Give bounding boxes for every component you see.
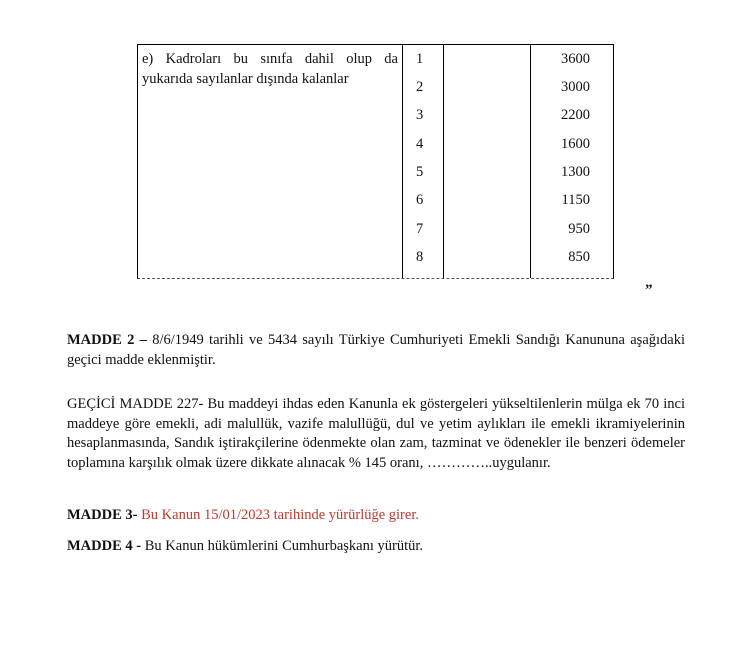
value-cell: 1300 [561, 164, 590, 180]
madde-4-label: MADDE 4 - [67, 538, 142, 554]
value-cell: 3000 [561, 79, 590, 95]
degree-cell: 7 [416, 221, 424, 237]
degree-column [402, 45, 444, 278]
value-cell: 850 [568, 249, 590, 265]
degree-cell: 3 [416, 107, 424, 123]
degree-cell: 4 [416, 136, 424, 152]
madde-2-paragraph [67, 331, 685, 370]
degree-cell: 8 [416, 249, 424, 265]
degree-cell: 1 [416, 51, 424, 67]
empty-column [443, 45, 531, 278]
degree-cell: 2 [416, 79, 424, 95]
madde-2-label: MADDE 2 – [67, 332, 147, 348]
degree-cell: 5 [416, 164, 424, 180]
value-cell: 950 [568, 221, 590, 237]
madde-4-text: Bu Kanun hükümlerini Cumhurbaşkanı yürütür. [141, 538, 424, 554]
madde-2-text: 8/6/1949 tarihli ve 5434 sayılı Türkiye Cumhuriyeti Emekli Sandığı Kanununa aşağıdaki geçici madde eklenmiştir. [67, 332, 685, 368]
value-cell: 1600 [561, 136, 590, 152]
gecici-madde-paragraph: GEÇİCİ MADDE 227- Bu maddeyi ihdas eden Kanunla ek göstergeleri yükseltilenlerin mülga ek 70 inci maddeye göre emekli, adi malullük, vazife malullüğü, dul ve yetim aylıkları ile emekli ikramiyelerinin hesaplanmasında, Sandık iştirakçilerine ödenmekte olan zam, tazminat ve ödenekler ile benzeri ödemeler toplamına karşılık olmak üzere dikkate alınacak % 145 oranı, …………..uygulanır. [67, 396, 685, 471]
table-description: e) Kadroları bu sınıfa dahil olup da yukarıda sayılanlar dışında kalanlar [142, 51, 398, 87]
description-column [138, 45, 403, 278]
value-cell: 2200 [561, 107, 590, 123]
salary-table [137, 44, 614, 279]
value-column [530, 45, 613, 278]
madde-3-paragraph [67, 506, 685, 526]
value-cell: 1150 [561, 192, 590, 208]
degree-cell: 6 [416, 192, 424, 208]
closing-quote: ” [645, 282, 653, 298]
value-cell: 3600 [561, 51, 590, 67]
madde-3-label: MADDE 3- [67, 507, 138, 523]
madde-3-text: Bu Kanun 15/01/2023 tarihinde yürürlüğe girer. [137, 507, 419, 523]
madde-4-paragraph [67, 537, 685, 557]
